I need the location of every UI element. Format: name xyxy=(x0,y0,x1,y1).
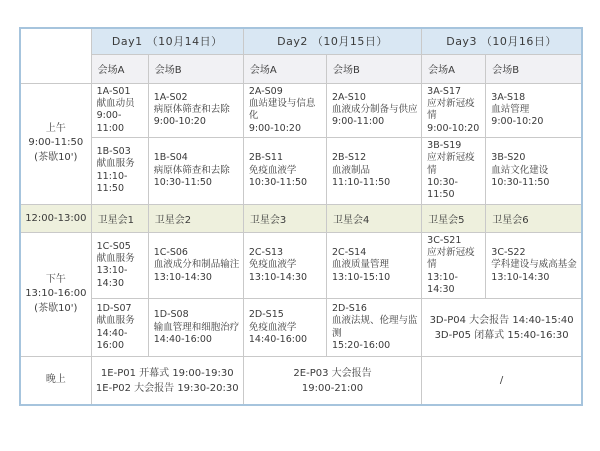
session-time: 13:10-15:10 xyxy=(332,271,391,283)
venue-row xyxy=(20,54,582,83)
session-code: 2C-S13 xyxy=(248,246,284,258)
session-title: 献血服务 xyxy=(96,253,135,265)
time-slot-morning xyxy=(20,83,91,204)
session-time: 11:10-11:50 xyxy=(332,176,391,188)
session-cell xyxy=(91,83,148,137)
session-time: 9:00-10:20 xyxy=(248,122,302,134)
session-cell xyxy=(422,137,486,204)
session-title: 血站建设与信息化 xyxy=(248,97,316,122)
session-time: 11:10-11:50 xyxy=(96,170,128,195)
session-title: 免疫血液学 xyxy=(248,259,297,271)
satellite-cell: 卫星会4 xyxy=(327,204,422,232)
plenary-line: 3D-P04 大会报告 14:40-15:40 xyxy=(429,314,574,326)
session-code: 2D-S16 xyxy=(332,303,367,315)
session-cell xyxy=(422,232,486,299)
session-time: 14:40-16:00 xyxy=(153,333,212,345)
session-title: 血站管理 xyxy=(491,104,530,116)
day-header-row xyxy=(20,28,582,54)
session-time: 15:20-16:00 xyxy=(332,340,391,352)
session-time: 13:10-14:30 xyxy=(427,271,458,295)
session-cell xyxy=(148,299,243,357)
session-time: 13:10-14:30 xyxy=(153,271,212,283)
session-code: 3A-S18 xyxy=(491,91,526,103)
session-time: 10:30-11:50 xyxy=(427,176,458,201)
satellite-cell: 卫星会1 xyxy=(91,204,148,232)
session-code: 2B-S12 xyxy=(332,152,367,164)
day2-evening-cell xyxy=(243,357,421,405)
session-time: 14:40-16:00 xyxy=(248,333,308,345)
session-title: 血液质量管理 xyxy=(332,259,390,271)
session-code: 2A-S09 xyxy=(248,85,283,97)
plenary-line: 3D-P05 闭幕式 15:40-16:30 xyxy=(434,329,569,341)
evening-row xyxy=(20,357,582,405)
satellite-cell: 卫星会2 xyxy=(148,204,243,232)
session-cell xyxy=(327,232,422,299)
session-time: 13:10-14:30 xyxy=(491,271,550,283)
session-cell xyxy=(148,137,243,204)
afternoon-row-1 xyxy=(20,232,582,299)
day3-header: Day3 （10月16日） xyxy=(422,28,582,54)
venue-label: 会场B xyxy=(327,54,422,83)
session-code: 3B-S19 xyxy=(427,139,462,151)
session-time: 14:40-16:00 xyxy=(96,327,128,352)
session-title: 献血动员 xyxy=(96,97,135,109)
session-title: 输血管理和细胞治疗 xyxy=(153,321,240,333)
time-slot-afternoon xyxy=(20,232,91,357)
time-slot-break: (茶歇10') xyxy=(34,302,78,314)
time-slot-label: 下午 xyxy=(45,273,66,285)
session-title: 应对新冠疫情 xyxy=(427,246,475,271)
session-time: 9:00-11:00 xyxy=(332,116,385,128)
time-slot-break: (茶歇10') xyxy=(34,151,78,163)
session-cell xyxy=(148,232,243,299)
day1-evening-cell xyxy=(91,357,243,405)
session-time: 10:30-11:50 xyxy=(153,176,212,188)
session-cell xyxy=(327,83,422,137)
session-cell xyxy=(243,83,326,137)
satellite-cell: 卫星会6 xyxy=(486,204,582,232)
day1-header: Day1 （10月14日） xyxy=(91,28,243,54)
time-slot-evening: 晚上 xyxy=(20,357,91,405)
session-code: 1B-S03 xyxy=(96,146,131,158)
session-cell xyxy=(422,83,486,137)
venue-label: 会场A xyxy=(422,54,486,83)
session-time: 10:30-11:50 xyxy=(491,176,550,188)
session-title: 血液成分和制品输注 xyxy=(153,259,240,271)
session-title: 献血服务 xyxy=(96,315,135,327)
session-time: 9:00-11:00 xyxy=(96,110,125,134)
session-title: 病原体筛查和去除 xyxy=(153,164,230,176)
morning-row-2 xyxy=(20,137,582,204)
session-code: 3C-S22 xyxy=(491,246,526,258)
session-cell xyxy=(91,137,148,204)
session-title: 应对新冠疫情 xyxy=(427,97,475,122)
session-code: 1D-S07 xyxy=(96,303,132,315)
session-code: 2B-S11 xyxy=(248,152,283,164)
session-time: 10:30-11:50 xyxy=(248,176,308,188)
time-slot-noon: 12:00-13:00 xyxy=(20,204,91,232)
time-slot-range: 13:10-16:00 xyxy=(25,288,87,300)
time-slot-range: 9:00-11:50 xyxy=(28,137,84,149)
day3-plenary-cell xyxy=(422,299,582,357)
venue-label: 会场B xyxy=(148,54,243,83)
conference-schedule-table xyxy=(19,27,583,406)
session-title: 血液成分制备与供应 xyxy=(332,104,418,116)
session-code: 1A-S01 xyxy=(96,85,131,97)
venue-label: 会场A xyxy=(243,54,326,83)
satellite-cell: 卫星会5 xyxy=(422,204,486,232)
session-cell xyxy=(148,83,243,137)
day2-header: Day2 （10月15日） xyxy=(243,28,421,54)
session-code: 1D-S08 xyxy=(153,309,189,321)
session-code: 3A-S17 xyxy=(427,85,462,97)
session-title: 应对新冠疫情 xyxy=(427,152,475,176)
venue-label: 会场A xyxy=(91,54,148,83)
session-code: 2C-S14 xyxy=(332,246,367,258)
plenary-line: 19:00-21:00 xyxy=(301,382,364,394)
session-cell xyxy=(243,299,326,357)
session-title: 学科建设与威高基金 xyxy=(491,259,577,271)
session-time: 13:10-14:30 xyxy=(248,271,308,283)
session-code: 1C-S06 xyxy=(153,246,188,258)
session-time: 9:00-10:20 xyxy=(153,116,206,128)
session-title: 献血服务 xyxy=(96,158,135,170)
session-title: 血液制品 xyxy=(332,164,371,176)
session-cell xyxy=(243,137,326,204)
session-code: 2A-S10 xyxy=(332,91,366,103)
session-code: 1C-S05 xyxy=(96,240,131,252)
session-title: 免疫血液学 xyxy=(248,164,297,176)
session-cell xyxy=(486,137,582,204)
plenary-line: 1E-P02 大会报告 19:30-20:30 xyxy=(95,382,239,394)
session-cell xyxy=(327,299,422,357)
satellite-row xyxy=(20,204,582,232)
session-cell xyxy=(486,83,582,137)
session-time: 13:10-14:30 xyxy=(96,265,128,289)
satellite-cell: 卫星会3 xyxy=(243,204,326,232)
corner-cell xyxy=(20,28,91,83)
session-cell xyxy=(327,137,422,204)
session-code: 1A-S02 xyxy=(153,91,188,103)
session-title: 病原体筛查和去除 xyxy=(153,104,230,116)
session-code: 3C-S21 xyxy=(427,234,462,246)
day3-evening-cell: / xyxy=(422,357,582,405)
session-cell xyxy=(243,232,326,299)
session-code: 2D-S15 xyxy=(248,309,284,321)
session-code: 3B-S20 xyxy=(491,152,526,164)
session-title: 血液法规、伦理与监测 xyxy=(332,315,418,339)
session-title: 血站文化建设 xyxy=(491,164,549,176)
session-code: 1B-S04 xyxy=(153,152,188,164)
plenary-line: 2E-P03 大会报告 xyxy=(293,367,372,379)
afternoon-row-2 xyxy=(20,299,582,357)
session-cell xyxy=(91,232,148,299)
plenary-line: 1E-P01 开幕式 19:00-19:30 xyxy=(100,367,234,379)
session-title: 免疫血液学 xyxy=(248,321,297,333)
session-cell xyxy=(91,299,148,357)
time-slot-label: 上午 xyxy=(45,122,66,134)
venue-label: 会场B xyxy=(486,54,582,83)
session-time: 9:00-10:20 xyxy=(491,116,544,128)
morning-row-1 xyxy=(20,83,582,137)
session-time: 9:00-10:20 xyxy=(427,122,480,134)
session-cell xyxy=(486,232,582,299)
